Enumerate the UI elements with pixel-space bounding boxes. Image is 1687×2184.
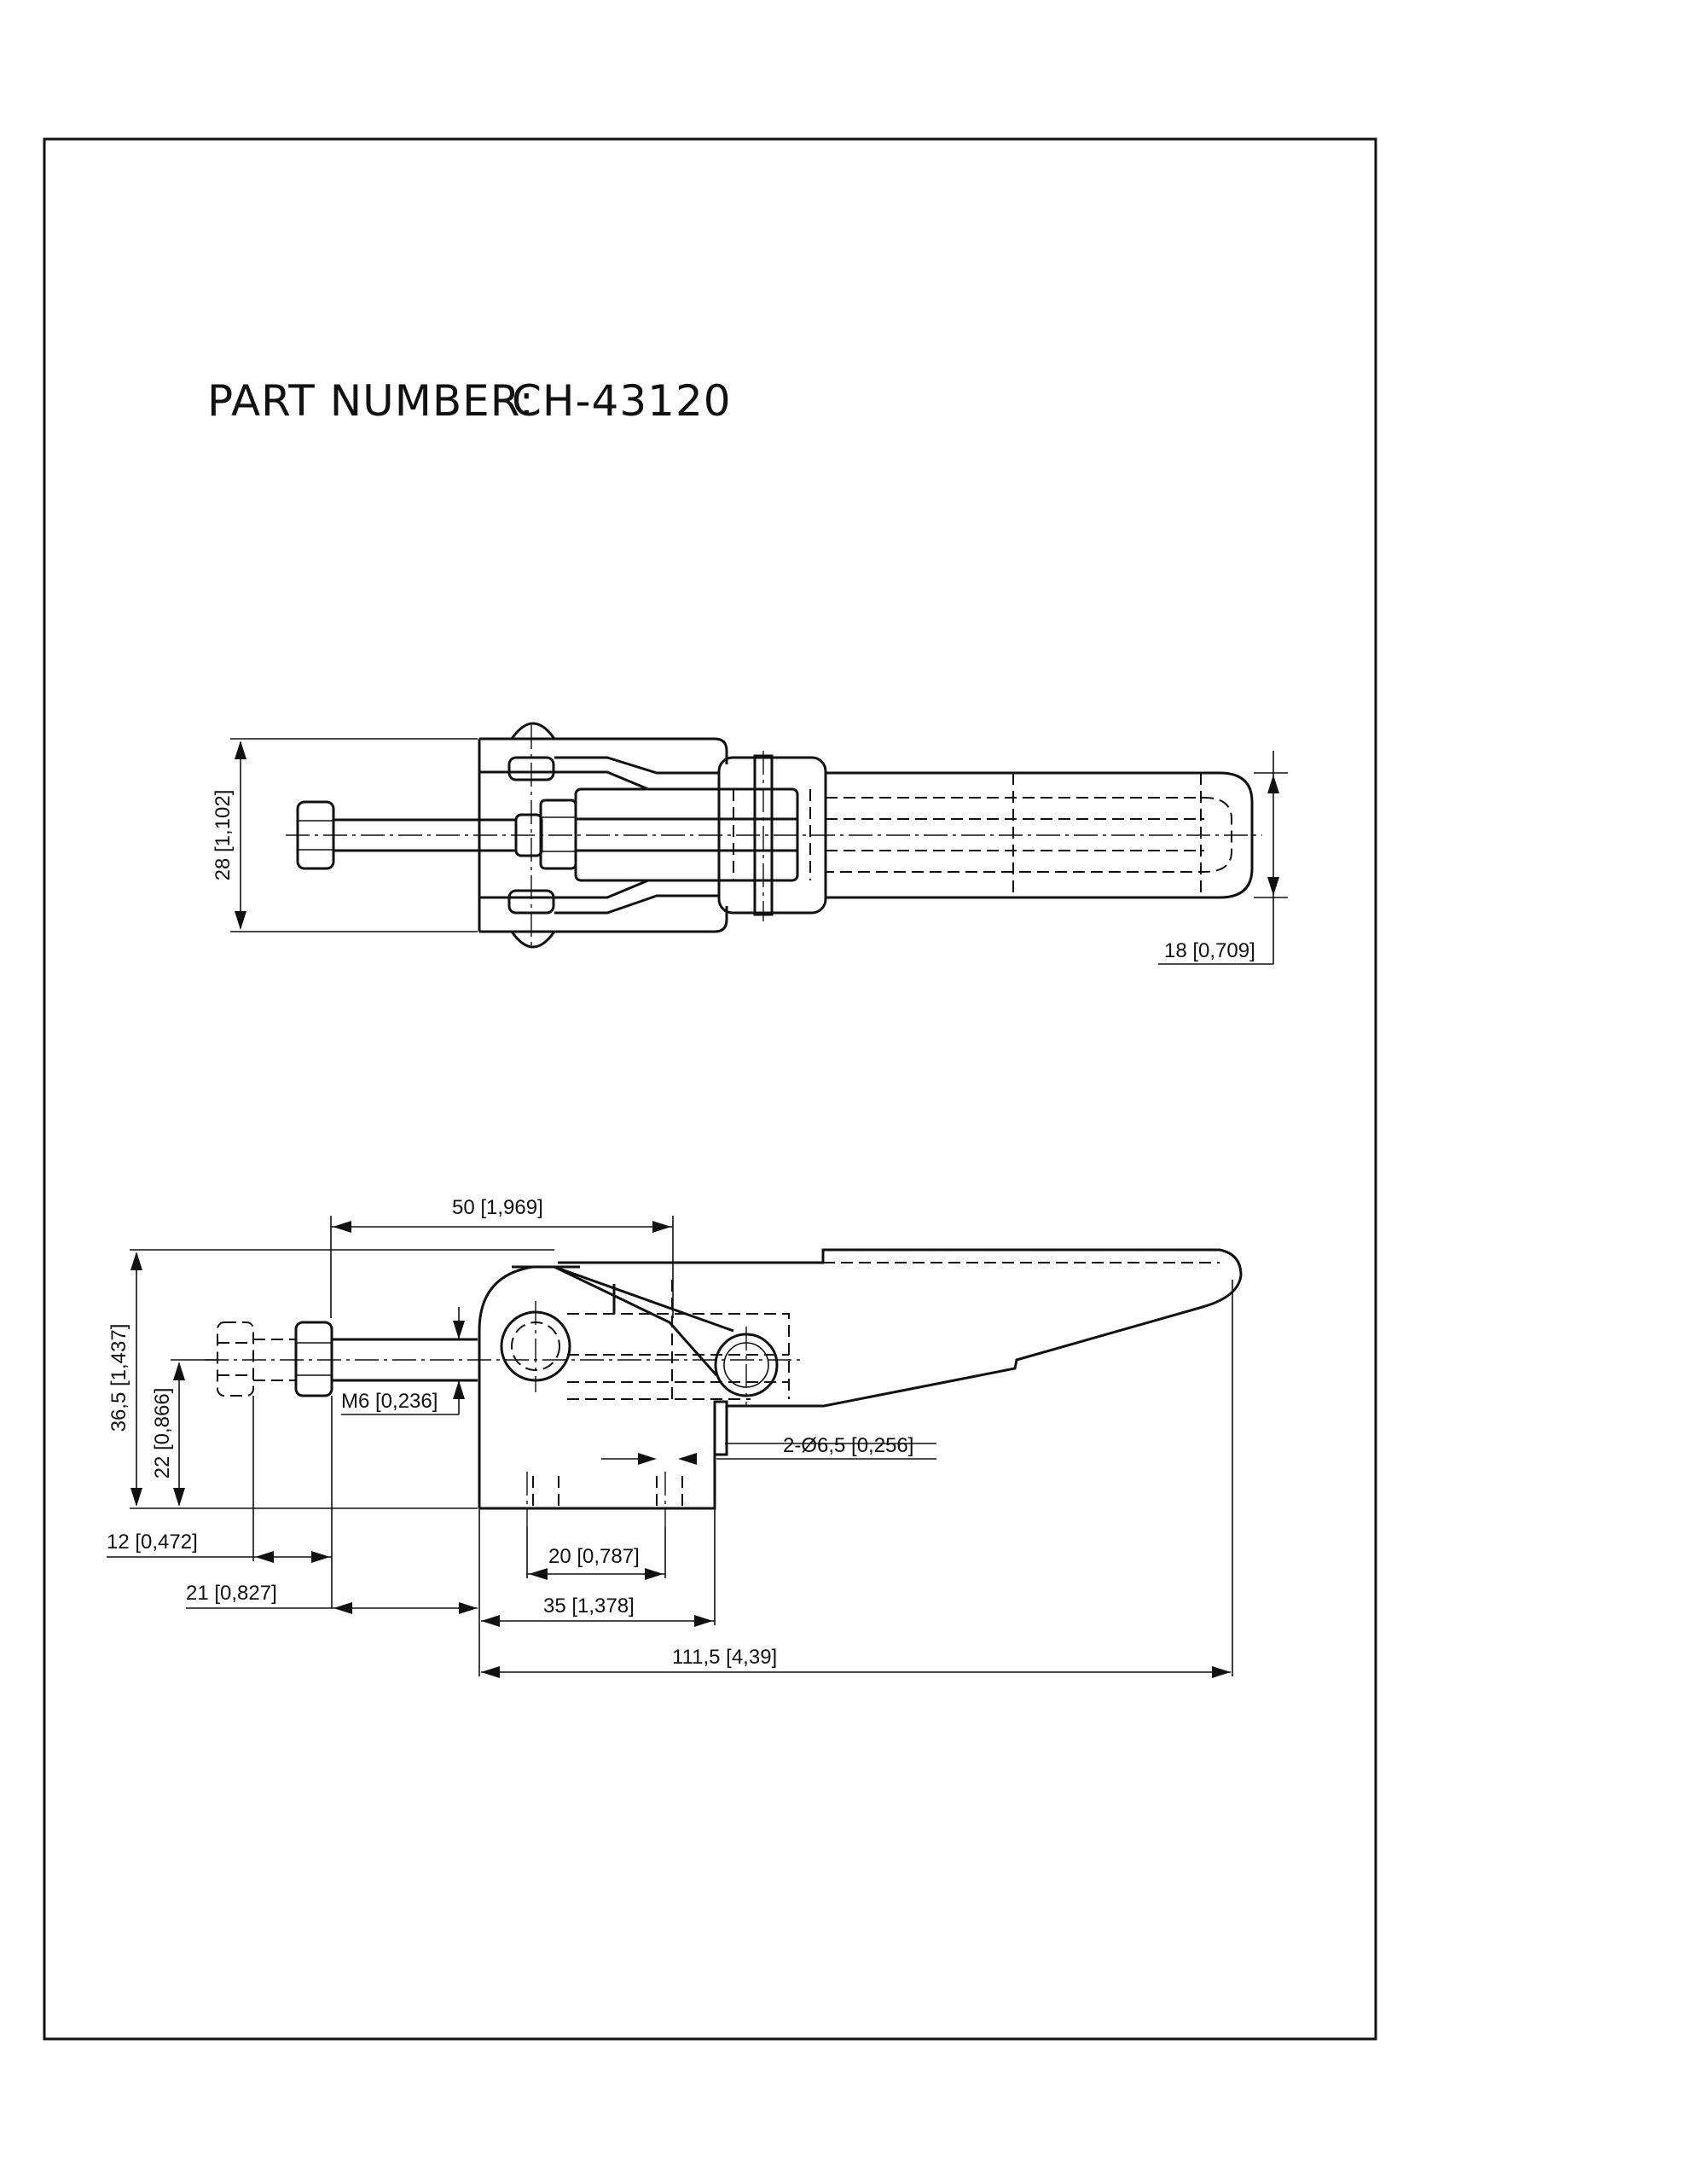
dim-plunger-stroke: 50 [1,969] <box>452 1196 543 1219</box>
side-view-dimensions <box>107 1216 1232 1678</box>
dim-handle-width: 18 [0,709] <box>1164 939 1255 962</box>
top-view <box>286 723 1262 947</box>
dim-overall-length: 111,5 [4,39] <box>672 1646 778 1669</box>
part-number-value: CH-43120 <box>512 376 732 426</box>
dim-thread: M6 [0,236] <box>341 1390 438 1413</box>
dim-base-length: 35 [1,378] <box>543 1594 635 1618</box>
dim-mount-holes: 2-Ø6,5 [0,256] <box>783 1434 914 1457</box>
dim-plunger-offset: 21 [0,827] <box>186 1582 277 1605</box>
part-number-label: PART NUMBER: <box>207 376 535 426</box>
dim-overall-height: 36,5 [1,437] <box>107 1323 130 1432</box>
side-view <box>205 1250 1241 1527</box>
dim-top-height: 28 [1,102] <box>212 789 235 881</box>
dim-spindle-height: 22 [0,866] <box>151 1387 174 1479</box>
dim-bolt-offset: 12 [0,472] <box>107 1531 198 1554</box>
dim-hole-spacing: 20 [0,787] <box>548 1545 640 1568</box>
